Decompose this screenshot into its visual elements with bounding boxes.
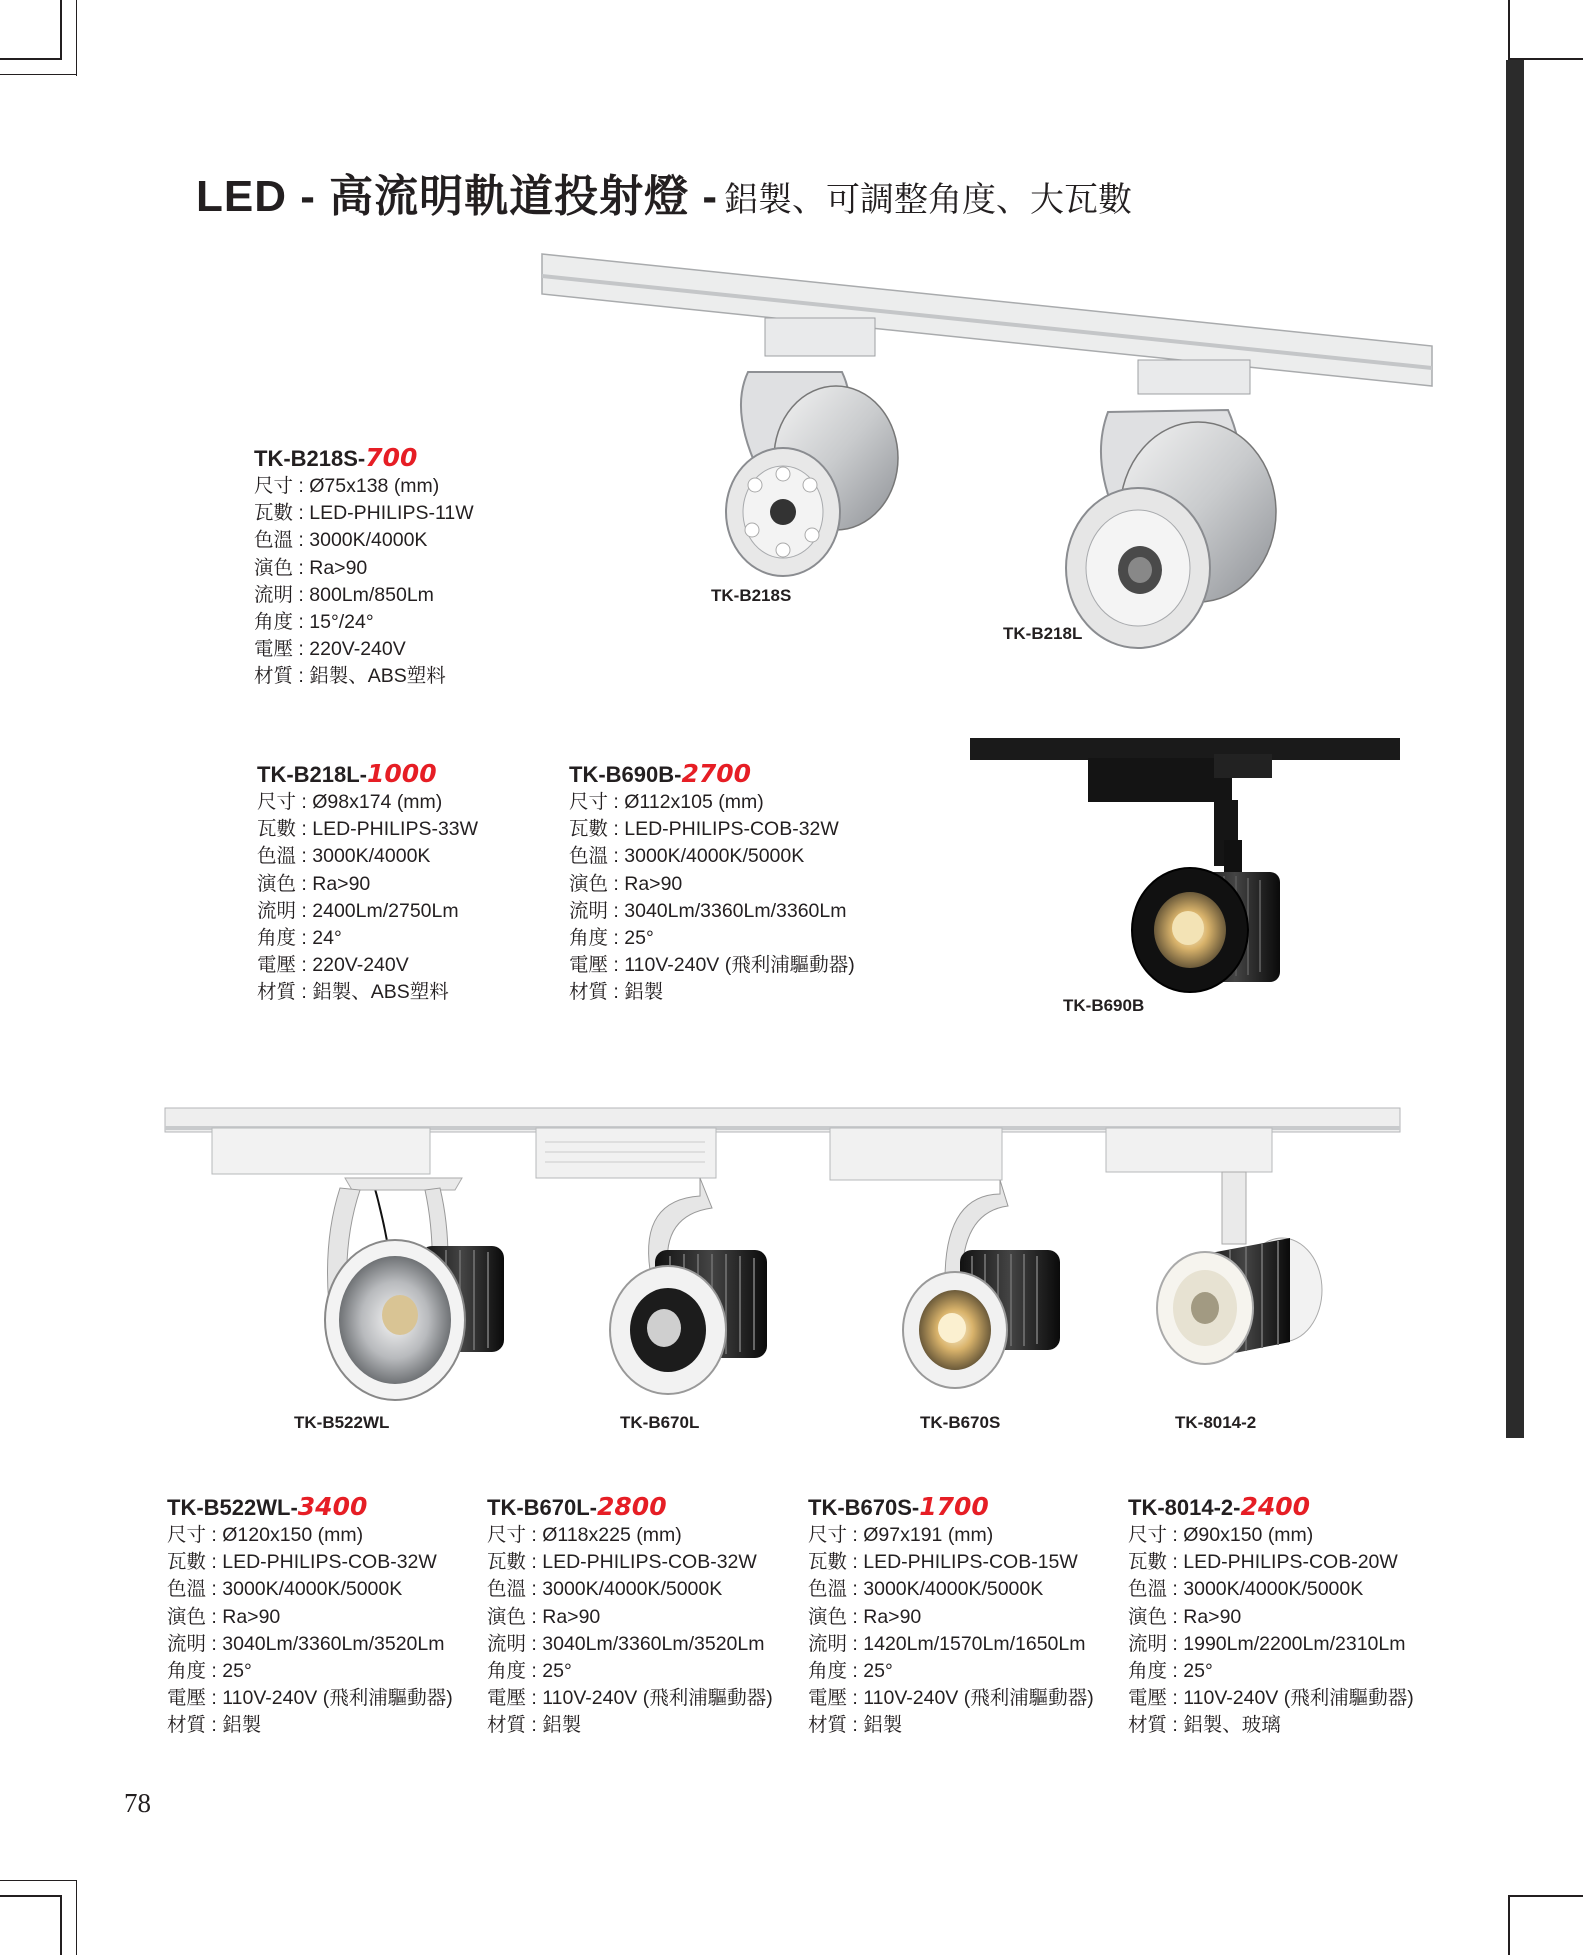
spec-line: 電壓 : 110V-240V (飛利浦驅動器) [808, 1687, 1094, 1710]
product-model: TK-B670S-1700 [808, 1492, 989, 1521]
spec-line: 尺寸 : Ø98x174 (mm) [257, 791, 443, 813]
product-price: 2800 [597, 1492, 667, 1521]
spec-line: 色溫 : 3000K/4000K/5000K [487, 1578, 723, 1601]
product-model: TK-B218S-700 [254, 443, 418, 472]
spec-line: 流明 : 2400Lm/2750Lm [257, 899, 459, 922]
spec-line: 瓦數 : LED-PHILIPS-33W [257, 818, 479, 841]
spec-line: 瓦數 : LED-PHILIPS-COB-15W [808, 1551, 1078, 1574]
spec-line: 瓦數 : LED-PHILIPS-11W [254, 502, 474, 525]
spec-line: 電壓 : 110V-240V (飛利浦驅動器) [1128, 1687, 1414, 1710]
spec-line: 材質 : 鋁製 [167, 1714, 262, 1737]
spec-line: 材質 : 鋁製、ABS塑料 [254, 665, 446, 688]
spec-line: 尺寸 : Ø118x225 (mm) [487, 1524, 682, 1546]
spec-line: 色溫 : 3000K/4000K/5000K [1128, 1578, 1364, 1601]
spec-block-b522wl [167, 1493, 453, 1740]
spec-block-b218l [257, 760, 478, 1007]
spec-line: 演色 : Ra>90 [1128, 1605, 1242, 1628]
caption-b218s: TK-B218S [711, 586, 792, 605]
spec-line: 色溫 : 3000K/4000K/5000K [569, 845, 805, 868]
spec-block-b218s [254, 444, 474, 691]
caption-b690b: TK-B690B [1063, 996, 1145, 1015]
spec-block-b670l [487, 1493, 773, 1740]
spec-line: 流明 : 3040Lm/3360Lm/3520Lm [167, 1632, 445, 1655]
spec-line: 演色 : Ra>90 [487, 1605, 601, 1628]
spec-line: 流明 : 800Lm/850Lm [254, 583, 434, 606]
spec-line: 色溫 : 3000K/4000K/5000K [167, 1578, 403, 1601]
product-model: TK-B670L-2800 [487, 1492, 667, 1521]
caption-b670l: TK-B670L [620, 1413, 700, 1432]
spec-line: 尺寸 : Ø120x150 (mm) [167, 1524, 364, 1546]
spec-line: 電壓 : 110V-240V (飛利浦驅動器) [167, 1687, 453, 1710]
product-price: 2700 [681, 759, 752, 788]
spec-line: 電壓 : 220V-240V [254, 638, 406, 661]
spec-line: 色溫 : 3000K/4000K/5000K [808, 1578, 1044, 1601]
product-price: 1000 [367, 759, 437, 788]
spec-line: 材質 : 鋁製 [569, 981, 664, 1004]
page-title-sub: 鋁製、可調整角度、大瓦數 [723, 181, 1132, 219]
spec-line: 演色 : Ra>90 [808, 1605, 922, 1628]
spec-line: 瓦數 : LED-PHILIPS-COB-32W [167, 1551, 437, 1574]
spec-line: 角度 : 25° [1128, 1660, 1213, 1683]
spec-line: 尺寸 : Ø97x191 (mm) [808, 1524, 994, 1546]
page-title-main: LED - 高流明軌道投射燈 - [196, 172, 718, 221]
page-number: 78 [124, 1788, 151, 1818]
spec-line: 瓦數 : LED-PHILIPS-COB-20W [1128, 1551, 1398, 1574]
product-model: TK-B522WL-3400 [167, 1492, 368, 1521]
spec-line: 材質 : 鋁製、ABS塑料 [257, 981, 449, 1004]
spec-line: 角度 : 25° [808, 1660, 893, 1683]
caption-b670s: TK-B670S [920, 1413, 1001, 1432]
spec-line: 材質 : 鋁製、玻璃 [1128, 1714, 1281, 1737]
caption-8014-2: TK-8014-2 [1175, 1413, 1257, 1432]
product-model: TK-B690B-2700 [569, 759, 752, 788]
spec-line: 演色 : Ra>90 [167, 1605, 281, 1628]
spec-line: 演色 : Ra>90 [257, 872, 371, 895]
product-price: 2400 [1240, 1492, 1311, 1521]
spec-line: 色溫 : 3000K/4000K [257, 845, 431, 868]
product-price: 1700 [919, 1492, 989, 1521]
spec-line: 流明 : 3040Lm/3360Lm/3520Lm [487, 1632, 765, 1655]
spec-line: 電壓 : 220V-240V [257, 954, 409, 977]
spec-line: 角度 : 24° [257, 927, 342, 950]
spec-line: 瓦數 : LED-PHILIPS-COB-32W [569, 818, 839, 841]
spec-line: 角度 : 25° [487, 1660, 572, 1683]
product-model: TK-B218L-1000 [257, 759, 437, 788]
spec-line: 電壓 : 110V-240V (飛利浦驅動器) [569, 954, 855, 977]
spec-block-b670s [808, 1493, 1094, 1740]
spec-line: 流明 : 3040Lm/3360Lm/3360Lm [569, 899, 847, 922]
spec-line: 流明 : 1990Lm/2200Lm/2310Lm [1128, 1632, 1406, 1655]
product-price: 700 [365, 443, 418, 472]
caption-b218l: TK-B218L [1003, 624, 1083, 643]
caption-b522wl: TK-B522WL [294, 1413, 390, 1432]
spec-line: 材質 : 鋁製 [487, 1714, 582, 1737]
spec-line: 尺寸 : Ø112x105 (mm) [569, 791, 764, 813]
spec-line: 電壓 : 110V-240V (飛利浦驅動器) [487, 1687, 773, 1710]
spec-line: 尺寸 : Ø75x138 (mm) [254, 475, 440, 497]
spec-line: 材質 : 鋁製 [808, 1714, 903, 1737]
product-price: 3400 [297, 1492, 368, 1521]
spec-line: 角度 : 15°/24° [254, 611, 374, 634]
product-model: TK-8014-2-2400 [1128, 1492, 1311, 1521]
spec-block-8014-2 [1128, 1493, 1414, 1740]
spec-block-b690b [569, 760, 855, 1007]
spec-line: 色溫 : 3000K/4000K [254, 529, 428, 552]
spec-line: 尺寸 : Ø90x150 (mm) [1128, 1524, 1314, 1546]
spec-line: 角度 : 25° [167, 1660, 252, 1683]
spec-line: 角度 : 25° [569, 927, 654, 950]
spec-line: 演色 : Ra>90 [569, 872, 683, 895]
spec-line: 流明 : 1420Lm/1570Lm/1650Lm [808, 1632, 1086, 1655]
spec-line: 瓦數 : LED-PHILIPS-COB-32W [487, 1551, 757, 1574]
spec-line: 演色 : Ra>90 [254, 556, 368, 579]
